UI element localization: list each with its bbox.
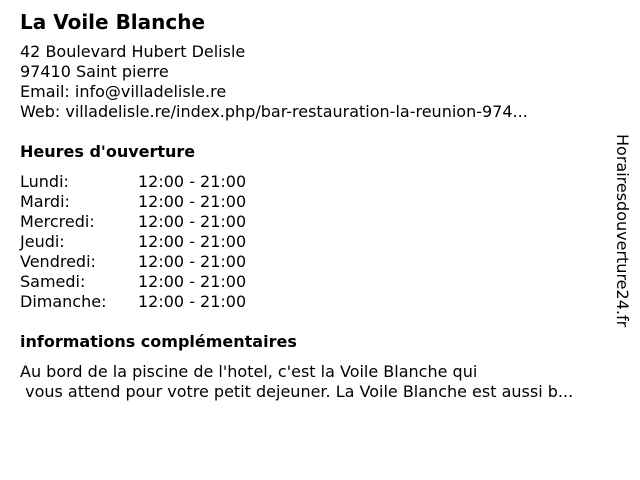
description-line-2: vous attend pour votre petit dejeuner. La Voile Blanche est aussi b... [20, 382, 574, 401]
business-name: La Voile Blanche [20, 10, 206, 34]
day-label: Mardi: [20, 192, 70, 211]
hours-row-friday [20, 252, 620, 272]
hours-heading: Heures d'ouverture [20, 142, 196, 161]
hours-row-tuesday [20, 192, 620, 212]
email-line[interactable]: Email: info@villadelisle.re [20, 82, 227, 101]
hours-row-thursday [20, 232, 620, 252]
hours-row-monday [20, 172, 620, 192]
hours-row-saturday [20, 272, 620, 292]
vertical-brand-watermark: Horairesdouverture24.fr [613, 134, 632, 328]
day-label: Samedi: [20, 272, 86, 291]
description-line-1: Au bord de la piscine de l'hotel, c'est la Voile Blanche qui [20, 362, 478, 381]
time-range: 12:00 - 21:00 [138, 192, 247, 211]
business-card [20, 10, 620, 402]
hours-row-sunday [20, 292, 620, 312]
hours-list [20, 172, 620, 312]
time-range: 12:00 - 21:00 [138, 272, 247, 291]
web-line[interactable]: Web: villadelisle.re/index.php/bar-restauration-la-reunion-974... [20, 102, 528, 121]
day-label: Lundi: [20, 172, 69, 191]
hours-row-wednesday [20, 212, 620, 232]
day-label: Mercredi: [20, 212, 95, 231]
day-label: Vendredi: [20, 252, 96, 271]
day-label: Dimanche: [20, 292, 107, 311]
time-range: 12:00 - 21:00 [138, 232, 247, 251]
time-range: 12:00 - 21:00 [138, 212, 247, 231]
time-range: 12:00 - 21:00 [138, 252, 247, 271]
time-range: 12:00 - 21:00 [138, 292, 247, 311]
info-heading: informations complémentaires [20, 332, 297, 351]
address-line-1: 42 Boulevard Hubert Delisle [20, 42, 246, 61]
address-line-2: 97410 Saint pierre [20, 62, 169, 81]
day-label: Jeudi: [20, 232, 65, 251]
time-range: 12:00 - 21:00 [138, 172, 247, 191]
